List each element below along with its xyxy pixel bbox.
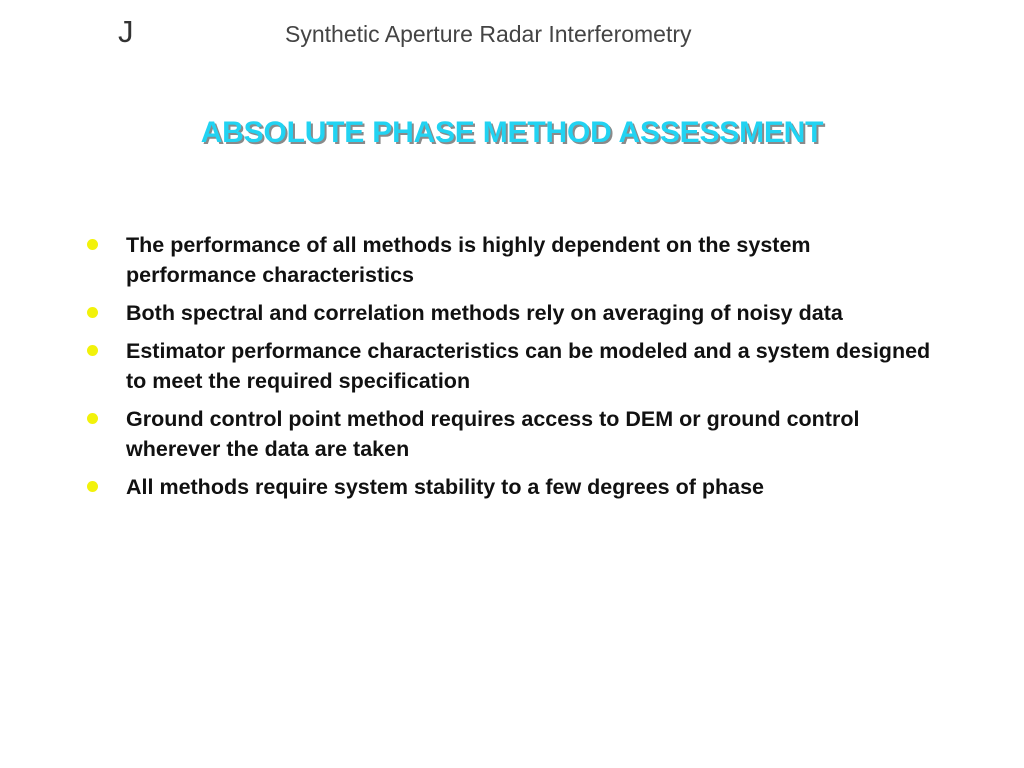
- bullet-item: [87, 298, 932, 328]
- bullet-text: Both spectral and correlation methods rely on averaging of noisy data: [126, 301, 843, 325]
- bullet-dot-icon: [87, 413, 98, 424]
- bullet-item: [87, 230, 932, 290]
- bullet-item: [87, 472, 932, 502]
- bullet-item: [87, 404, 932, 464]
- bullet-dot-icon: [87, 239, 98, 250]
- bullet-text: The performance of all methods is highly dependent on the system performance characteristics: [126, 233, 811, 287]
- bullet-text: Estimator performance characteristics can be modeled and a system designed to meet the required specification: [126, 339, 931, 393]
- bullet-dot-icon: [87, 345, 98, 356]
- bullet-list: [87, 230, 932, 510]
- header-logo-mark: J: [118, 14, 134, 49]
- bullet-item: [87, 336, 932, 396]
- slide-title: ABSOLUTE PHASE METHOD ASSESSMENT: [200, 116, 824, 149]
- bullet-dot-icon: [87, 307, 98, 318]
- bullet-dot-icon: [87, 481, 98, 492]
- header-title: Synthetic Aperture Radar Interferometry: [285, 21, 692, 47]
- bullet-text: Ground control point method requires access to DEM or ground control wherever the data are taken: [126, 407, 860, 461]
- bullet-text: All methods require system stability to a few degrees of phase: [126, 475, 765, 499]
